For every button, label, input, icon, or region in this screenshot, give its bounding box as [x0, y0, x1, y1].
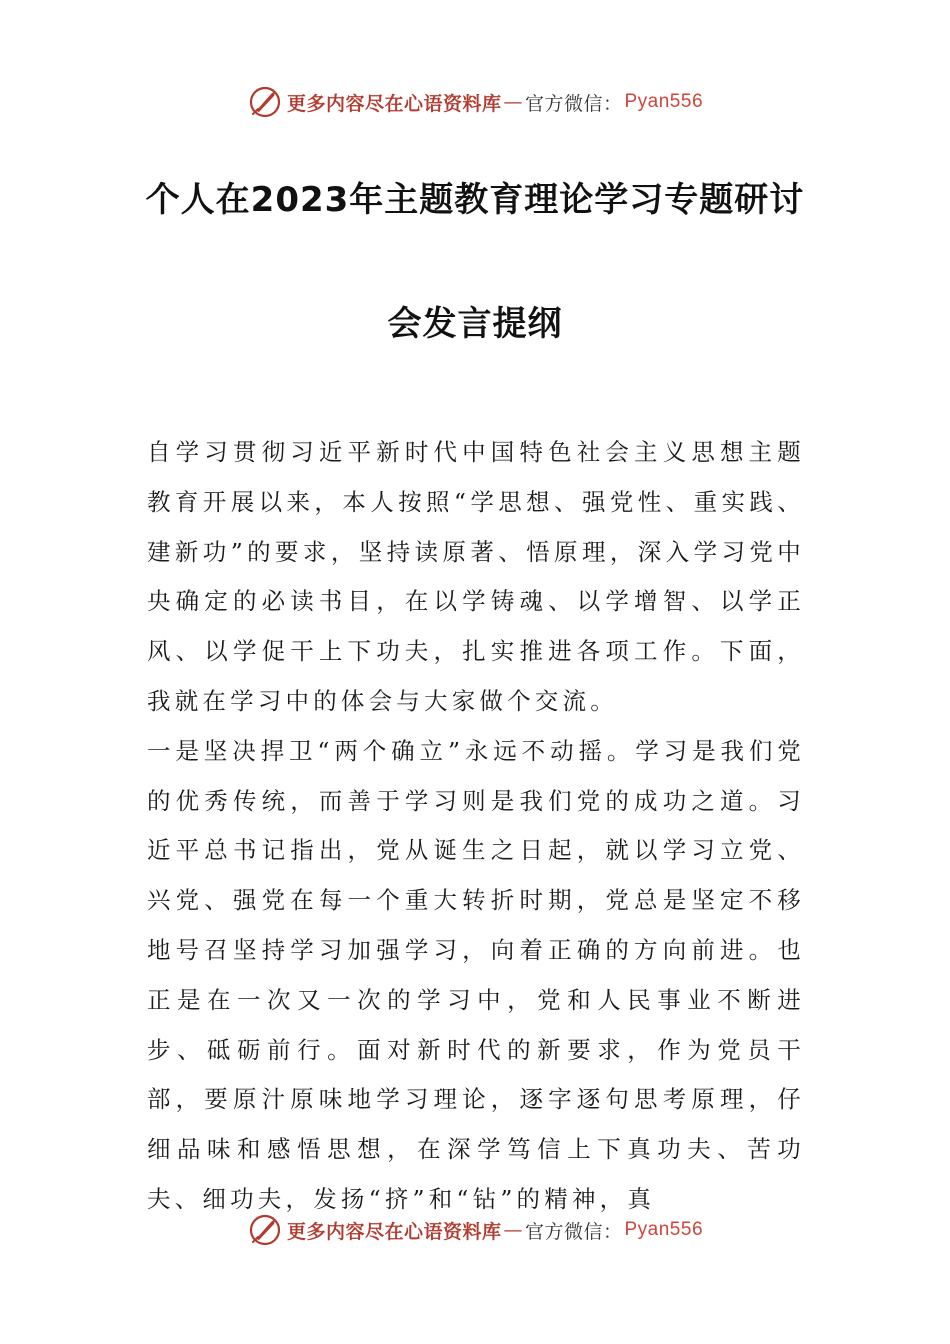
document-title-line-1: 个人在2023年主题教育理论学习专题研讨 — [145, 180, 805, 220]
watermark-wechat-label: 官方微信： — [524, 92, 623, 115]
watermark-wechat-label: 官方微信： — [524, 1220, 623, 1243]
quill-circle-logo-icon — [247, 1212, 283, 1248]
paragraph-point-one: 一是坚决捍卫“两个确立”永远不动摇。学习是我们党的优秀传统，而善于学习则是我们党的成功之道。习近平总书记指出，党从诞生之日起，就以学习立党、兴党、强党在每一个重大转折时期，党总是坚定不移地号召坚持学习加强学习，向着正确的方向前进。也正是在一次又一次的学习中，党和人民事业不断进步、砥砺前行。面对新时代的新要求，作为党员干部，要原汁原味地学习理论，逐字逐句思考原理，仔细品味和感悟思想，在深学笃信上下真功夫、苦功夫、细功夫，发扬“挤”和“钻”的精神，真 — [147, 736, 805, 1213]
watermark-wechat-id: Pyan556 — [624, 1219, 704, 1240]
watermark-dash: — — [503, 1219, 523, 1241]
watermark-main-text: 更多内容尽在心语资料库 — [286, 1220, 502, 1243]
watermark-banner-bottom — [0, 1208, 950, 1252]
quill-circle-logo-icon — [247, 84, 283, 120]
watermark-wechat-id: Pyan556 — [624, 91, 704, 112]
document-title-line-2: 会发言提纲 — [387, 304, 563, 344]
document-body — [147, 428, 805, 1225]
paragraph-intro: 自学习贯彻习近平新时代中国特色社会主义思想主题教育开展以来，本人按照“学思想、强党性、重实践、建新功”的要求，坚持读原著、悟原理，深入学习党中央确定的必读书目，在以学铸魂、以学增智、以学正风、以学促干上下功夫，扎实推进各项工作。下面，我就在学习中的体会与大家做个交流。 — [147, 438, 805, 715]
watermark-dash: — — [503, 91, 523, 113]
watermark-main-text: 更多内容尽在心语资料库 — [286, 92, 502, 115]
watermark-banner-top — [0, 80, 950, 124]
